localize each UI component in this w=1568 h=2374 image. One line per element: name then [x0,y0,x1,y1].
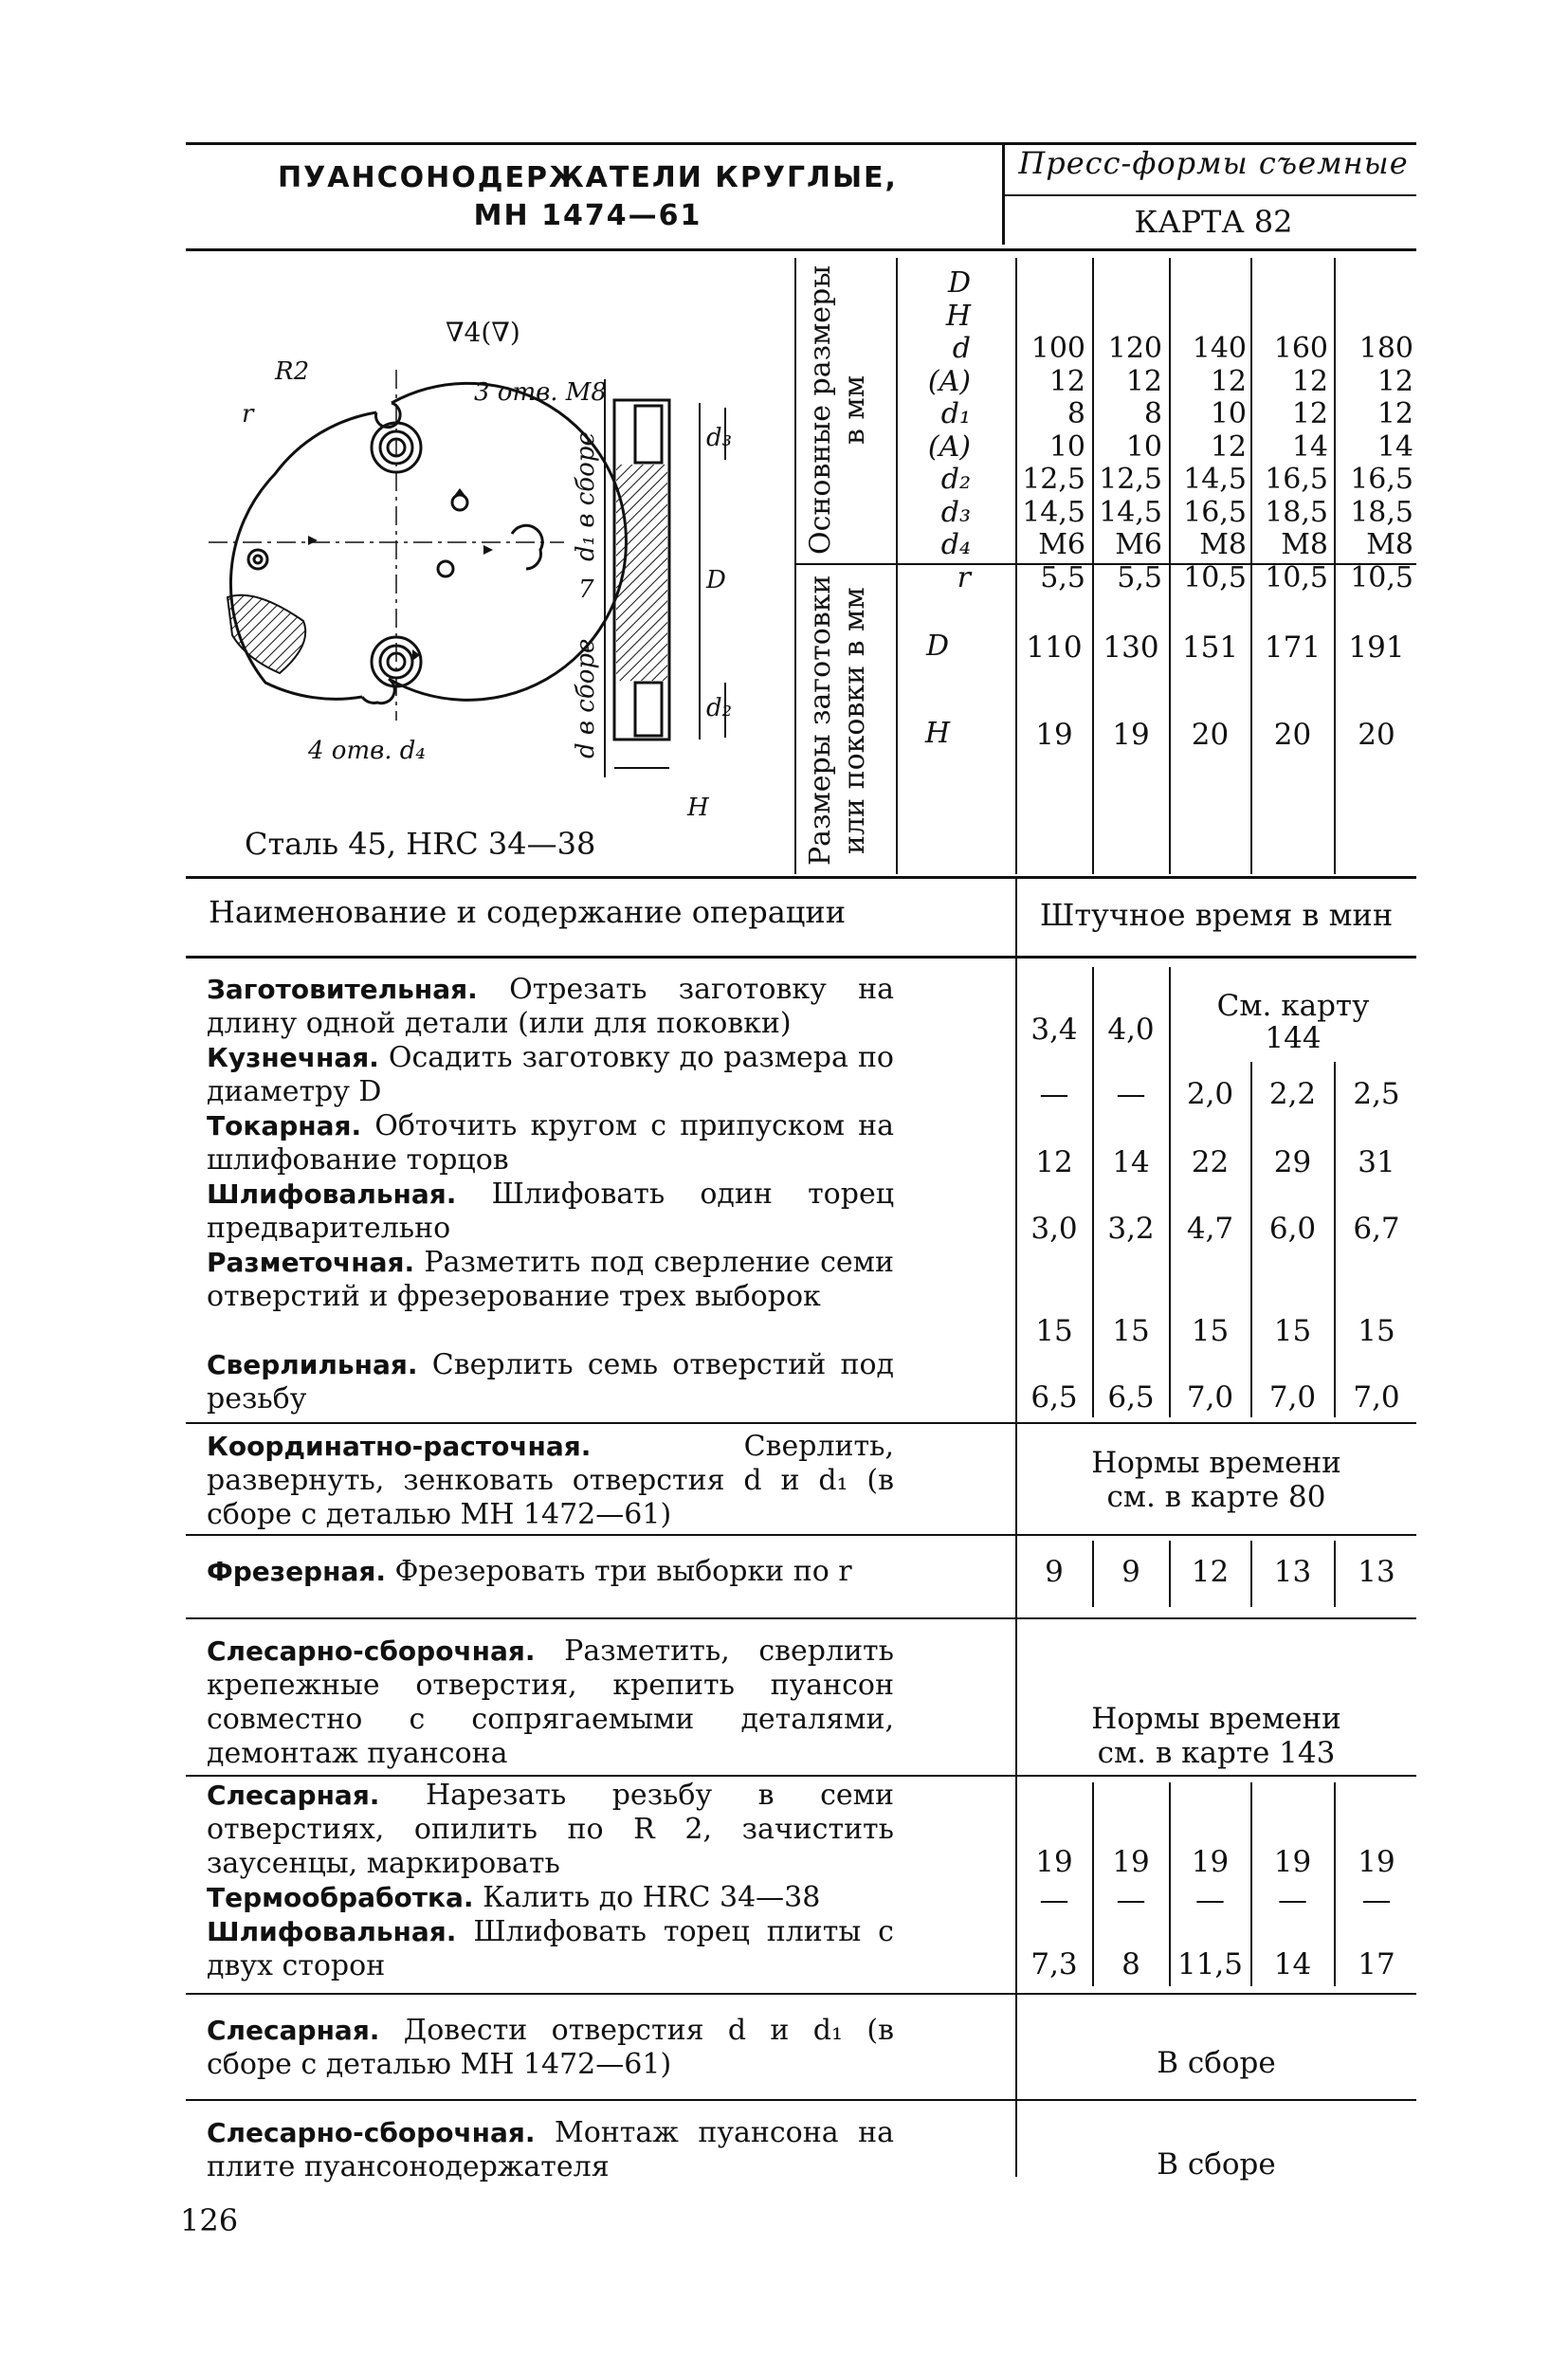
dims-symbols: D H d (A) d₁ (A) d₂ d₃ d₄ r [927,266,971,594]
ops-header-right: Штучное время в мин [1039,897,1394,933]
op-slesarno-sborochnaya-1: Слесарно-сборочная. Разметить, сверлить крепежные отверстия, крепить пуансон совместно с сопрягаемыми деталями, демонтаж пуансона [207,1634,894,1770]
blank-symbol-H: H [924,717,951,750]
label-r: r [242,400,254,429]
op-sverlilnaya: Сверлильная. Сверлить семь отверстий под резьбу [207,1348,894,1415]
material-label: Сталь 45, HRC 34—38 [245,826,596,862]
op-shlifovalnaya-1: Шлифовальная. Шлифовать один торец предварительно [207,1178,894,1245]
op-zagotovitelnaya: Заготовительная. Отрезать заготовку на длину одной детали (или для поковки) [207,973,894,1040]
dims-col-140: 140 12 10 12 14,5 16,5 М8 10,5 [1183,332,1247,594]
label-d-assembly: d в сборе [572,638,600,758]
see-card-144: См. карту 144 [1216,989,1370,1055]
card-number: КАРТА 82 [1134,204,1293,240]
label-holes-m8: 3 отв. М8 [474,378,607,407]
dims-col-180: 180 12 12 14 16,5 18,5 М8 10,5 [1350,332,1413,594]
op-slesarno-sborochnaya-2: Слесарно-сборочная. Монтаж пуансона на плите пуансонодержателя [207,2116,894,2183]
sles-sb-norms: Нормы времени см. в карте 143 [1091,1702,1341,1770]
category-label: Пресс-формы съемные [1018,145,1409,181]
op-slesarnaya-1: Слесарная. Нарезать резьбу в семи отверстиях, опилить по R 2, зачистить заусенцы, маркировать [207,1779,894,1880]
label-holes-d4: 4 отв. d₄ [308,737,426,765]
op-termoobrabotka: Термообработка. Калить до HRC 34—38 [207,1881,821,1914]
dims-col-160: 160 12 12 14 16,5 18,5 М8 10,5 [1265,332,1328,594]
op-frezernaya: Фрезерная. Фрезеровать три выборки по r [207,1555,852,1588]
op-kuznechnaya: Кузнечная. Осадить заготовку до размера по диаметру D [207,1041,894,1108]
op-tokarnaya: Токарная. Обточить кругом с припуском на шлифование торцов [207,1109,894,1177]
main-dims-label: Основные размеры в мм [804,265,871,556]
label-d1-assembly: d₁ в сборе [572,431,600,561]
op-shlifovalnaya-2: Шлифовальная. Шлифовать торец плиты с двух сторон [207,1915,894,1982]
blank-symbol-D: D [925,630,950,663]
technical-drawing [190,284,787,815]
label-7: 7 [578,575,594,604]
op-razmetochnaya: Разметочная. Разметить под сверление семи отверстий и фрезерование трех выборок [207,1246,894,1313]
title-line-1: ПУАНСОНОДЕРЖАТЕЛИ КРУГЛЫЕ, [278,161,898,194]
dims-col-120: 120 12 8 10 12,5 14,5 М6 5,5 [1099,332,1162,594]
dims-col-100: 100 12 8 10 12,5 14,5 М6 5,5 [1022,332,1085,594]
label-r2: R2 [275,357,310,386]
sles-sb2-assembly: В сборе [1157,2147,1276,2182]
label-D: D [706,566,726,594]
surface-mark: ∇4(∇) [446,317,520,348]
page-number: 126 [180,2202,239,2238]
ops-header-left: Наименование и содержание операции [209,894,847,930]
op-slesarnaya-2: Слесарная. Довести отверстия d и d₁ (в сборе с деталью МН 1472—61) [207,2014,894,2081]
blank-dims-label: Размеры заготовки или поковки в мм [804,575,871,867]
coord-norms: Нормы времени см. в карте 80 [1091,1446,1341,1514]
sles2-assembly: В сборе [1157,2046,1276,2080]
label-d3: d₃ [706,424,733,452]
label-H: H [687,794,709,815]
op-koordinatno-rastochnaya: Координатно-расточная. Сверлить, развернуть, зенковать отверстия d и d₁ (в сборе с деталью МН 1472—61) [207,1430,894,1531]
label-d2: d₂ [706,694,733,722]
title-line-2: МН 1474—61 [473,199,702,232]
